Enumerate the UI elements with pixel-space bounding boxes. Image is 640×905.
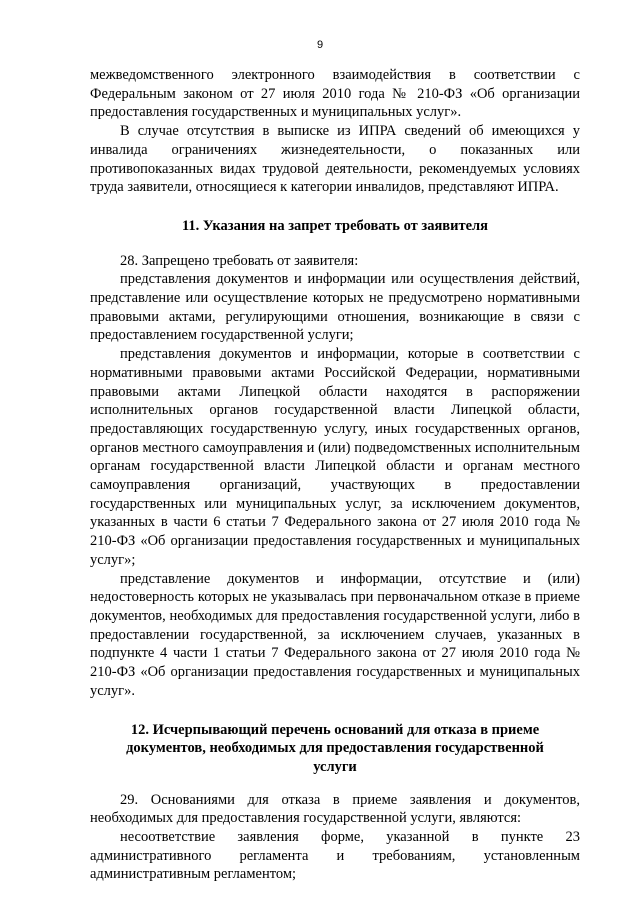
paragraph-ipra: В случае отсутствия в выписке из ИПРА сведений об имеющихся у инвалида ограничениях жизнедеятельности, о показанных или противопоказанных видах трудовой деятельности, рекомендуемых условиях труда заявители, относящиеся к категории инвалидов, представляют ИПРА. xyxy=(90,123,580,196)
paragraph-prohibition-1: представления документов и информации или осуществления действий, представление или осуществление которых не предусмотрено нормативными правовыми актами, регулирующими отношения, возникающие в связи с предоставлением государственной услуги; xyxy=(90,271,580,344)
paragraph-item-28: 28. Запрещено требовать от заявителя: xyxy=(120,252,359,269)
paragraph-refusal-reason-1: несоответствие заявления форме, указанной в пункте 23 административного регламента и требованиям, установленным административным регламентом; xyxy=(90,829,580,883)
paragraph-item-29: 29. Основаниями для отказа в приеме заявления и документов, необходимых для предоставления государственной услуги, являются: xyxy=(90,791,580,827)
paragraph-interagency: межведомственного электронного взаимодействия в соответствии с Федеральным законом от 27 июля 2010 года № 210-ФЗ «Об организации предоставления государственных и муниципальных услуг». xyxy=(90,67,580,121)
document-body xyxy=(90,66,580,884)
section-heading-11: 11. Указания на запрет требовать от заявителя xyxy=(181,217,489,234)
page-number: 9 xyxy=(316,39,324,51)
paragraph-prohibition-2: представления документов и информации, которые в соответствии с нормативными правовыми актами Российской Федерации, нормативными правовыми актами Липецкой области находятся в распоряжении исполнительных органов государственной власти Липецкой области, предоставляющих государственную услугу, иных государственных органов, органов местного самоуправления и (или) подведомственных исполнительным органам государственной власти Липецкой области и органам местного самоуправления организаций, участвующих в предоставлении государственных или муниципальных услуг, за исключением документов, указанных в части 6 статьи 7 Федерального закона от 27 июля 2010 года № 210-ФЗ «Об организации предоставления государственных и муниципальных услуг»; xyxy=(90,346,580,568)
paragraph-prohibition-3: представление документов и информации, отсутствие и (или) недостоверность которых не указывалась при первоначальном отказе в приеме документов, необходимых для предоставления государственной услуги, либо в предоставлении государственной, за исключением случаев, указанных в подпункте 4 части 1 статьи 7 Федерального закона от 27 июля 2010 года № 210-ФЗ «Об организации предоставления государственных и муниципальных услуг». xyxy=(90,570,580,699)
section-heading-12: 12. Исчерпывающий перечень оснований для отказа в приеме документов, необходимых для предоставления государственной услуги xyxy=(126,721,544,775)
